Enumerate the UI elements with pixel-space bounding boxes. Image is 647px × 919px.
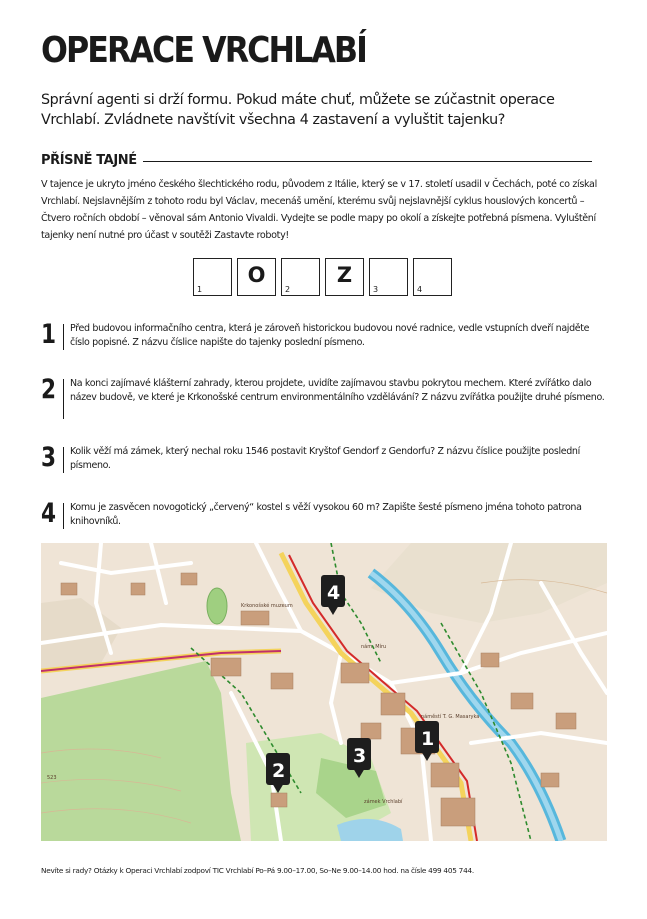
- marker-number: 2: [272, 760, 286, 782]
- footer-note: Nevíte si rady? Otázky k Operaci Vrchlabí zodpoví TIC Vrchlabí Po–Pá 9.00–17.00, So–Ne 9.00–14.00 hod. na čísle 499 405 744.: [41, 866, 474, 875]
- map-label-square-mir: nám. Míru: [361, 644, 387, 650]
- question-text: Na konci zajímavé klášterní zahrady, kterou projdete, uvidíte zajímavou stavbu pokrytou mechem. Které zvířátko dalo název budově, ve které je Krkonošské centrum environmentálního vzdělávání? Z názvu zvířátka použijte druhé písmeno.: [70, 378, 605, 403]
- puzzle-number: 2: [285, 285, 291, 294]
- secret-paragraph: V tajence je ukryto jméno českého šlechtického rodu, původem z Itálie, který se v 17. století usadil v Čechách, poté co získal Vrchlabí. Nejslavnějším z tohoto rodu byl Václav, mecenáš umění, kterému svůj nejslavnější cyklus houslových koncertů – Čtvero ročních období – věnoval sám Antonio Vivaldi. Vydejte se podle mapy po okolí a získejte potřebná písmena. Vyluštění tajenky není nutné pro účast v soutěži Zastavte roboty!: [41, 179, 597, 241]
- question-number: 1: [41, 319, 57, 350]
- puzzle-box[interactable]: [281, 258, 320, 296]
- question-bar: [63, 503, 64, 529]
- map-label-square-tgm: náměstí T. G. Masaryka: [421, 714, 480, 720]
- map-label-hill: 523: [47, 775, 57, 781]
- question-bar: [63, 324, 64, 350]
- question-text: Před budovou informačního centra, která je zároveň historickou budovou nové radnice, vedle vstupních dveří najděte číslo popisné. Z názvu číslice napište do tajenky poslední písmeno.: [70, 323, 590, 348]
- question-text: Kolik věží má zámek, který nechal roku 1546 postavit Kryštof Gendorf z Gendorfu? Z názvu číslice použijte poslední písmeno.: [70, 446, 580, 471]
- question-bar: [63, 447, 64, 473]
- puzzle-number: 3: [373, 285, 379, 294]
- map-label-museum: Krkonošské muzeum: [241, 603, 293, 609]
- puzzle-box[interactable]: [193, 258, 232, 296]
- section-heading-label: PŘÍSNĚ TAJNÉ: [41, 152, 137, 168]
- puzzle-letter: O: [247, 263, 266, 287]
- question-number: 4: [41, 498, 57, 529]
- page-title: OPERACE VRCHLABÍ: [41, 30, 366, 71]
- question-bar: [63, 379, 64, 419]
- intro-text: Správní agenti si drží formu. Pokud máte chuť, můžete se zúčastnit operace Vrchlabí. Zvládnete navštívit všechna 4 zastavení a vyluštit tajenku?: [41, 92, 555, 128]
- marker-number: 4: [327, 582, 341, 604]
- puzzle-number: 4: [417, 285, 423, 294]
- puzzle-box[interactable]: [369, 258, 408, 296]
- marker-number: 3: [353, 745, 367, 767]
- puzzle-box[interactable]: [413, 258, 452, 296]
- question-text: Komu je zasvěcen novogotický „červený“ kostel s věží vysokou 60 m? Zapište šesté písmeno jména tohoto patrona knihovníků.: [70, 502, 582, 527]
- question-number: 3: [41, 442, 57, 473]
- city-map[interactable]: [41, 543, 607, 841]
- puzzle-letter: Z: [336, 263, 353, 287]
- marker-number: 1: [421, 728, 435, 750]
- section-heading: [41, 151, 592, 169]
- puzzle-box[interactable]: [325, 258, 364, 296]
- puzzle-box[interactable]: [237, 258, 276, 296]
- puzzle-number: 1: [197, 285, 203, 294]
- map-label-castle: zámek Vrchlabí: [364, 799, 403, 805]
- section-divider: [143, 161, 592, 162]
- question-number: 2: [41, 374, 57, 405]
